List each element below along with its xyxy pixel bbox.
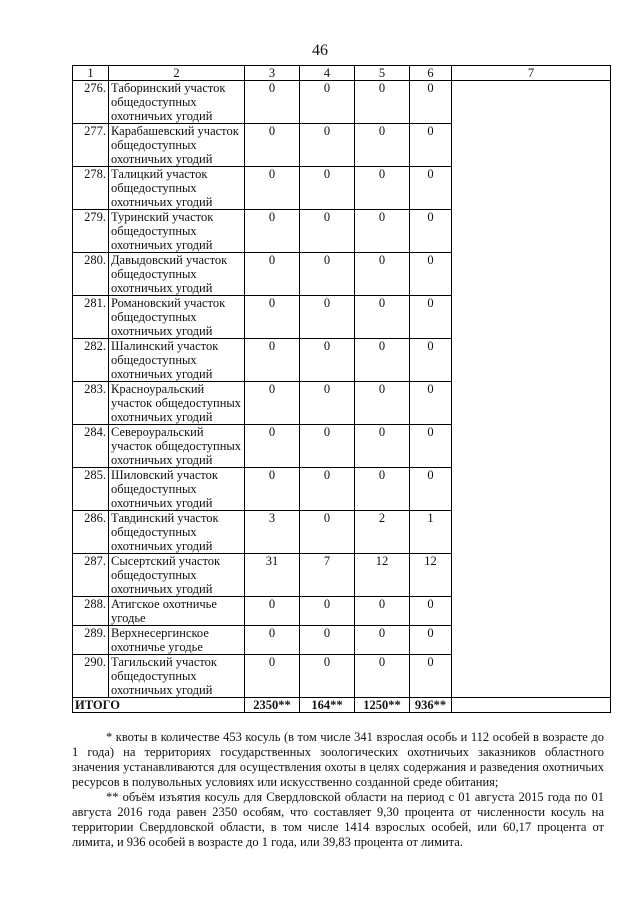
value-col-5: 0	[355, 468, 410, 511]
value-col-5: 0	[355, 253, 410, 296]
value-col-5: 2	[355, 511, 410, 554]
value-col-6: 0	[410, 124, 452, 167]
row-number: 286.	[73, 511, 109, 554]
value-col-3: 0	[245, 339, 300, 382]
value-col-4: 0	[300, 655, 355, 698]
hunting-area-name: Сысертский участок общедоступных охотничьих угодий	[109, 554, 245, 597]
table-header-row	[73, 66, 611, 81]
row-number: 287.	[73, 554, 109, 597]
row-number: 278.	[73, 167, 109, 210]
value-col-3: 0	[245, 210, 300, 253]
row-number: 276.	[73, 81, 109, 124]
value-col-4: 0	[300, 382, 355, 425]
value-col-3: 0	[245, 597, 300, 626]
column-header: 6	[410, 66, 452, 81]
table-row	[73, 81, 611, 124]
column-header: 1	[73, 66, 109, 81]
value-col-3: 0	[245, 167, 300, 210]
value-col-5: 0	[355, 296, 410, 339]
value-col-4: 0	[300, 124, 355, 167]
value-col-6: 0	[410, 296, 452, 339]
total-value-c4: 164**	[300, 698, 355, 713]
value-col-3: 0	[245, 382, 300, 425]
column-header: 4	[300, 66, 355, 81]
value-col-4: 0	[300, 626, 355, 655]
value-col-3: 0	[245, 425, 300, 468]
value-col-3: 3	[245, 511, 300, 554]
value-col-6: 0	[410, 253, 452, 296]
value-col-4: 0	[300, 468, 355, 511]
value-col-4: 0	[300, 253, 355, 296]
value-col-5: 0	[355, 425, 410, 468]
row-number: 282.	[73, 339, 109, 382]
value-col-5: 0	[355, 597, 410, 626]
footnote-quotas: * квоты в количестве 453 косуль (в том числе 341 взрослая особь и 112 особей в возрасте до 1 года) на территориях государственных зоологических охотничьих заказников областного значения устанавливаются для осуществления охоты в целях содержания и разведения охотничьих ресурсов в полувольных условиях или искусственно созданной среде обитания;	[72, 730, 604, 789]
value-col-4: 0	[300, 167, 355, 210]
column-header: 5	[355, 66, 410, 81]
value-col-5: 0	[355, 81, 410, 124]
value-col-3: 31	[245, 554, 300, 597]
row-number: 284.	[73, 425, 109, 468]
row-number: 277.	[73, 124, 109, 167]
total-value-c3: 2350**	[245, 698, 300, 713]
value-col-5: 0	[355, 210, 410, 253]
column-header: 2	[109, 66, 245, 81]
value-col-6: 0	[410, 382, 452, 425]
hunting-area-name: Тавдинский участок общедоступных охотничьих угодий	[109, 511, 245, 554]
value-col-4: 0	[300, 511, 355, 554]
value-col-4: 0	[300, 425, 355, 468]
hunting-area-name: Атигское охотничье угодье	[109, 597, 245, 626]
hunting-area-name: Карабашевский участок общедоступных охотничьих угодий	[109, 124, 245, 167]
value-col-3: 0	[245, 81, 300, 124]
value-col-6: 0	[410, 425, 452, 468]
value-col-5: 0	[355, 124, 410, 167]
value-col-6: 12	[410, 554, 452, 597]
value-col-6: 0	[410, 597, 452, 626]
value-col-3: 0	[245, 124, 300, 167]
row-number: 288.	[73, 597, 109, 626]
value-col-6: 0	[410, 339, 452, 382]
column-header: 3	[245, 66, 300, 81]
hunting-area-name: Североуральский участок общедоступных охотничьих угодий	[109, 425, 245, 468]
value-col-3: 0	[245, 626, 300, 655]
hunting-area-name: Таборинский участок общедоступных охотничьих угодий	[109, 81, 245, 124]
hunting-area-name: Верхнесергинское охотничье угодье	[109, 626, 245, 655]
total-label: ИТОГО	[73, 698, 245, 713]
value-col-4: 0	[300, 339, 355, 382]
hunting-area-name: Давыдовский участок общедоступных охотничьих угодий	[109, 253, 245, 296]
total-col-7-cell	[452, 698, 611, 713]
value-col-3: 0	[245, 655, 300, 698]
quota-table	[72, 65, 611, 713]
row-number: 280.	[73, 253, 109, 296]
row-number: 281.	[73, 296, 109, 339]
value-col-6: 1	[410, 511, 452, 554]
value-col-6: 0	[410, 468, 452, 511]
value-col-5: 0	[355, 382, 410, 425]
total-value-c5: 1250**	[355, 698, 410, 713]
column-7-empty-cell	[452, 81, 611, 698]
value-col-6: 0	[410, 626, 452, 655]
row-number: 285.	[73, 468, 109, 511]
hunting-area-name: Красноуральский участок общедоступных охотничьих угодий	[109, 382, 245, 425]
page-number: 46	[312, 42, 328, 59]
value-col-5: 0	[355, 626, 410, 655]
value-col-5: 0	[355, 167, 410, 210]
row-number: 283.	[73, 382, 109, 425]
column-header: 7	[452, 66, 611, 81]
value-col-3: 0	[245, 296, 300, 339]
total-row	[73, 698, 611, 713]
hunting-area-name: Талицкий участок общедоступных охотничьих угодий	[109, 167, 245, 210]
hunting-area-name: Шалинский участок общедоступных охотничьих угодий	[109, 339, 245, 382]
footnotes	[72, 730, 604, 850]
row-number: 289.	[73, 626, 109, 655]
value-col-4: 0	[300, 597, 355, 626]
hunting-area-name: Романовский участок общедоступных охотничьих угодий	[109, 296, 245, 339]
row-number: 279.	[73, 210, 109, 253]
row-number: 290.	[73, 655, 109, 698]
value-col-3: 0	[245, 468, 300, 511]
value-col-6: 0	[410, 655, 452, 698]
value-col-4: 0	[300, 296, 355, 339]
total-value-c6: 936**	[410, 698, 452, 713]
value-col-5: 0	[355, 655, 410, 698]
hunting-area-name: Туринский участок общедоступных охотничьих угодий	[109, 210, 245, 253]
value-col-4: 0	[300, 210, 355, 253]
value-col-4: 7	[300, 554, 355, 597]
footnote-harvest-volume: ** объём изъятия косуль для Свердловской области на период с 01 августа 2015 года по 01 августа 2016 года равен 2350 особям, что составляет 9,30 процента от численности косуль на территории Свердловской области, в том числе 1414 взрослых особей, или 60,17 процента от лимита, и 936 особей в возрасте до 1 года, или 39,83 процента от лимита.	[72, 790, 604, 849]
value-col-6: 0	[410, 210, 452, 253]
value-col-4: 0	[300, 81, 355, 124]
value-col-6: 0	[410, 81, 452, 124]
hunting-area-name: Шиловский участок общедоступных охотничьих угодий	[109, 468, 245, 511]
value-col-6: 0	[410, 167, 452, 210]
value-col-5: 0	[355, 339, 410, 382]
value-col-5: 12	[355, 554, 410, 597]
value-col-3: 0	[245, 253, 300, 296]
hunting-area-name: Тагильский участок общедоступных охотничьих угодий	[109, 655, 245, 698]
